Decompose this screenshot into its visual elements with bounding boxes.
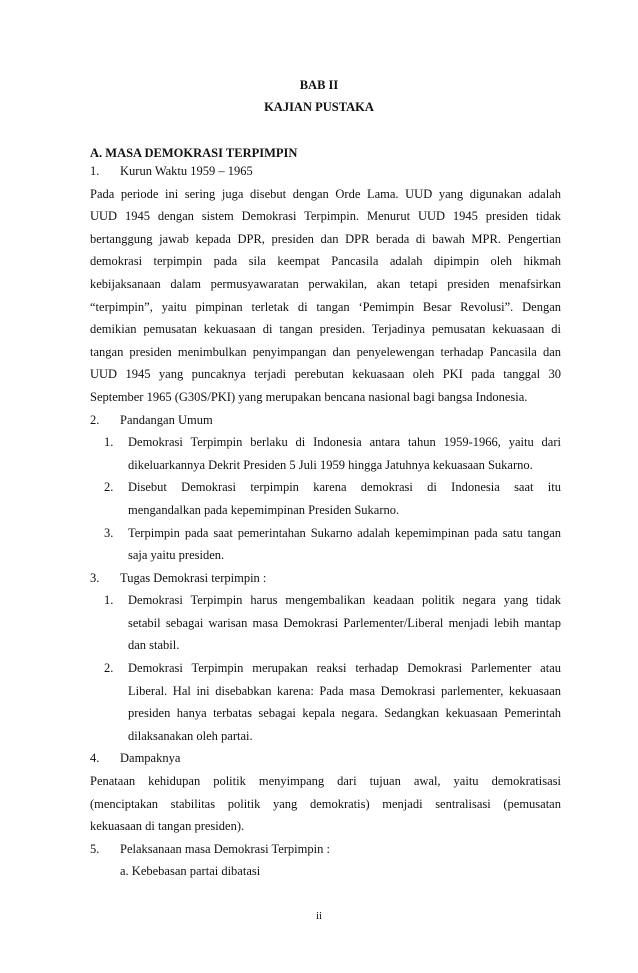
body-text — [90, 160, 561, 883]
paragraph-4 — [90, 770, 561, 838]
paragraph-line: September 1965 (G30S/PKI) yang merupakan bencana nasional bagi bangsa Indonesia. — [90, 389, 528, 404]
list-pandangan-umum — [90, 431, 561, 567]
numbered-item-5: 5. Pelaksanaan masa Demokrasi Terpimpin : — [90, 838, 561, 861]
item-5-label: Pelaksanaan masa Demokrasi Terpimpin : — [120, 841, 330, 856]
paragraph-line: tangan presiden menimbulkan penyimpangan dan penyelewengan terhadap Pancasila dan — [90, 344, 561, 359]
item-3-label: Tugas Demokrasi terpimpin : — [120, 570, 267, 585]
numbered-item-3: 3. Tugas Demokrasi terpimpin : — [90, 567, 561, 590]
item-2-label: Pandangan Umum — [120, 412, 213, 427]
numbered-item-4: 4. Dampaknya — [90, 747, 561, 770]
paragraph-line: Pada periode ini sering juga disebut dengan Orde Lama. UUD yang digunakan adalah — [90, 186, 561, 201]
section-heading: A. MASA DEMOKRASI TERPIMPIN — [90, 146, 298, 160]
chapter-label: BAB II — [299, 78, 339, 92]
paragraph-line: UUD 1945 dengan sistem Demokrasi Terpimpin. Menurut UUD 1945 presiden tidak — [90, 209, 561, 224]
paragraph-line: kekuasaan di tangan presiden). — [90, 819, 245, 834]
list-item: 2. Disebut Demokrasi terpimpin karena demokrasi di Indonesia saat itu mengandalkan pada kepemimpinan Presiden Sukarno. — [104, 480, 561, 517]
paragraph-line: (menciptakan stabilitas politik yang demokratis) menjadi sentralisasi (pemusatan — [90, 796, 561, 811]
paragraph-line: Penataan kehidupan politik menyimpang dari tujuan awal, yaitu demokratisasi — [90, 774, 561, 789]
list-item: 3. Terpimpin pada saat pemerintahan Sukarno adalah kepemimpinan pada satu tangan saja yaitu presiden. — [104, 525, 561, 563]
paragraph-line: “terpimpin”, yaitu pimpinan terletak di tangan ‘Pemimpin Besar Revolusi”. Dengan — [90, 299, 561, 314]
paragraph-1 — [90, 183, 561, 409]
list-tugas — [90, 589, 561, 747]
numbered-item-2: 2. Pandangan Umum — [90, 409, 561, 432]
paragraph-line: UUD 1945 yang puncaknya terjadi perebutan kekuasaan oleh PKI pada tanggal 30 — [90, 367, 561, 382]
chapter-title: KAJIAN PUSTAKA — [264, 100, 374, 114]
sub-item-a: a. Kebebasan partai dibatasi — [120, 864, 261, 879]
item-1-label: Kurun Waktu 1959 – 1965 — [120, 164, 253, 178]
list-item: 1. Demokrasi Terpimpin harus mengembalikan keadaan politik negara yang tidak setabil sebagai warisan masa Demokrasi Parlementer/Liberal menjadi lebih mantap dan stabil. — [104, 593, 561, 653]
paragraph-line: kebijaksanaan dalam permusyawaratan perwakilan, akan tetapi presiden menafsirkan — [90, 276, 561, 291]
list-item: 1. Demokrasi Terpimpin berlaku di Indonesia antara tahun 1959-1966, yaitu dari dikeluarkannya Dekrit Presiden 5 Juli 1959 hingga Jatuhnya kekuasaan Sukarno. — [104, 435, 561, 472]
paragraph-line: demokrasi terpimpin pada sila keempat Pancasila adalah dipimpin oleh hikmah — [90, 254, 561, 269]
paragraph-line: bertanggung jawab kepada DPR, presiden dan DPR berada di bawah MPR. Pengertian — [90, 231, 561, 246]
page-number: ii — [315, 910, 323, 922]
list-item: 2. Demokrasi Terpimpin merupakan reaksi terhadap Demokrasi Parlementer atau Liberal. Hal ini disebabkan karena: Pada masa Demokrasi parlementer, kekuasaan presiden hanya terbatas sebagai kepala negara. Sedangkan kekuasaan Pemerintah dilaksanakan oleh partai. — [104, 661, 561, 743]
item-4-label: Dampaknya — [120, 751, 181, 766]
paragraph-line: demikian pemusatan kekuasaan di tangan presiden. Terjadinya pemusatan kekuasaan di — [90, 322, 561, 337]
numbered-item-1: 1. Kurun Waktu 1959 – 1965 — [90, 160, 561, 183]
